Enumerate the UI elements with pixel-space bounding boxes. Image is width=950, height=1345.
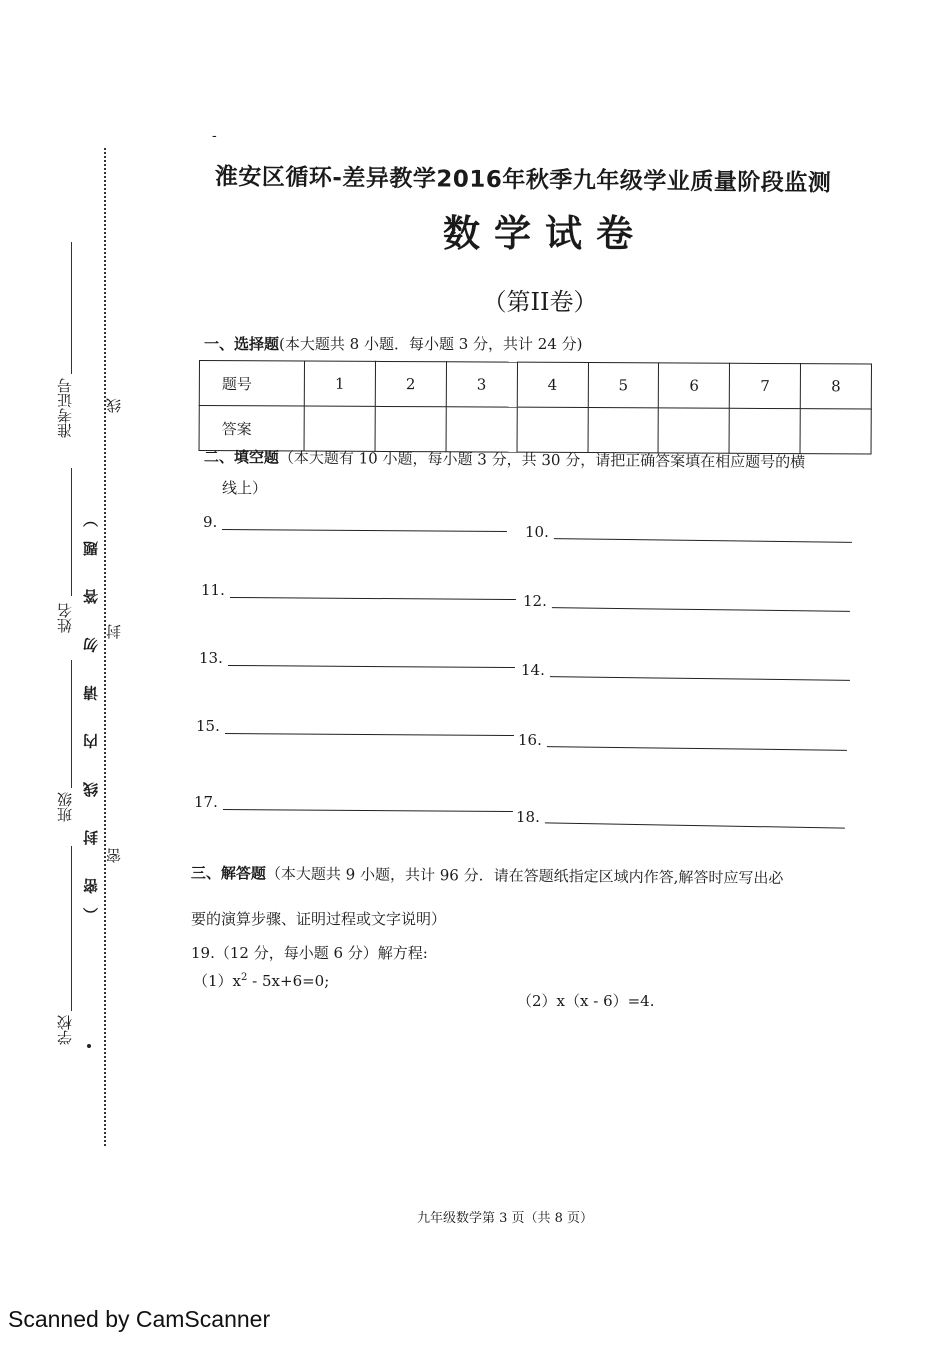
question-number-cell: 2 xyxy=(375,361,446,406)
blank-18 xyxy=(516,808,845,826)
blank-17 xyxy=(194,793,513,811)
question-number-cell: 8 xyxy=(800,364,871,409)
blank-number: 16. xyxy=(518,731,542,749)
blank-number: 11. xyxy=(201,581,225,599)
equation-prefix: （1）x xyxy=(193,972,242,990)
blank-number: 15. xyxy=(196,717,220,735)
answer-blank[interactable] xyxy=(225,719,514,736)
class-label: 班级 xyxy=(56,792,74,822)
question-19-2: （2）x（x - 6）=4. xyxy=(517,992,655,1010)
question-number-cell: 6 xyxy=(659,363,730,408)
answer-blank[interactable] xyxy=(547,732,847,751)
answer-blank[interactable] xyxy=(230,583,516,600)
section1-heading xyxy=(204,333,583,354)
section3-desc: （本大题共 9 小题，共计 96 分．请在答题纸指定区域内作答,解答时应写出必 xyxy=(265,864,784,888)
exam-no-label: 准考证号 xyxy=(56,378,74,438)
blank-9 xyxy=(203,513,507,531)
blank-number: 14. xyxy=(521,661,545,679)
blank-number: 17. xyxy=(194,793,218,811)
blank-16 xyxy=(518,731,847,749)
page-title: 数学试卷 xyxy=(443,212,647,255)
answer-blank[interactable] xyxy=(545,808,845,828)
exam-header-title: 淮安区循环-差异教学2016年秋季九年级学业质量阶段监测 xyxy=(214,163,832,197)
answer-cell[interactable] xyxy=(588,408,659,453)
choice-answer-table xyxy=(199,360,872,455)
answer-blank[interactable] xyxy=(552,593,850,612)
answer-blank[interactable] xyxy=(228,651,515,668)
row-head-number: 题号 xyxy=(199,361,304,407)
answer-cell[interactable] xyxy=(517,407,588,452)
section3-label: 三、解答题 xyxy=(190,863,266,883)
question-19-1 xyxy=(193,970,329,991)
blank-14 xyxy=(521,661,850,679)
answer-cell[interactable] xyxy=(446,407,517,452)
seal-xian-label: 线 xyxy=(105,398,123,413)
blank-13 xyxy=(199,649,515,667)
section2-desc-cont: 线上） xyxy=(222,479,268,497)
question-number-cell: 3 xyxy=(446,362,517,407)
blank-number: 9. xyxy=(203,513,218,531)
section1-desc: (本大题共 8 小题．每小题 3 分，共计 24 分) xyxy=(279,335,583,353)
paper-subtitle: （第II卷） xyxy=(482,288,598,316)
blank-12 xyxy=(523,592,850,610)
answer-blank[interactable] xyxy=(550,662,850,681)
blank-number: 18. xyxy=(516,808,540,826)
blank-number: 13. xyxy=(199,649,223,667)
question-number-cell: 5 xyxy=(588,363,659,408)
class-line xyxy=(71,660,72,788)
blank-11 xyxy=(201,581,516,599)
school-line xyxy=(71,846,72,1011)
school-label: 学校 xyxy=(56,1015,74,1045)
seal-notice: （密 封 线 内 请 勿 答 题） xyxy=(82,498,100,923)
row-head-answer: 答案 xyxy=(199,406,304,452)
answer-cell[interactable] xyxy=(658,408,729,453)
page-footer: 九年级数学第 3 页（共 8 页） xyxy=(416,1211,594,1226)
seal-mi-label: 密 xyxy=(105,848,123,863)
seal-feng-label: 封 xyxy=(105,624,123,639)
section2-desc: （本大题有 10 小题，每小题 3 分，共 30 分，请把正确答案填在相应题号的横 xyxy=(278,448,806,472)
name-line xyxy=(71,468,72,596)
section3-heading xyxy=(191,862,784,888)
name-label: 姓名 xyxy=(56,603,74,633)
answer-cell[interactable] xyxy=(800,409,871,454)
blank-number: 10. xyxy=(525,523,549,541)
section2-label: 二、填空题 xyxy=(203,447,279,467)
answer-blank[interactable] xyxy=(223,795,513,812)
section1-label: 一、选择题 xyxy=(204,335,280,353)
section2-heading xyxy=(204,446,806,472)
question-number-cell: 7 xyxy=(730,363,801,408)
answer-blank[interactable] xyxy=(554,524,852,543)
answer-cell[interactable] xyxy=(304,406,375,451)
scanner-watermark: Scanned by CamScanner xyxy=(8,1306,271,1332)
binding-dot xyxy=(87,1044,91,1048)
answer-blank[interactable] xyxy=(222,515,507,532)
equation-rest: - 5x+6=0; xyxy=(247,972,330,990)
section3-desc-cont: 要的演算步骤、证明过程或文字说明） xyxy=(191,910,447,928)
top-mark: - xyxy=(212,128,217,144)
question-number-cell: 1 xyxy=(304,361,375,406)
blank-number: 12. xyxy=(523,592,547,610)
answer-cell[interactable] xyxy=(729,408,800,453)
blank-10 xyxy=(525,523,852,541)
answer-cell[interactable] xyxy=(375,406,446,451)
blank-15 xyxy=(196,717,514,735)
equation-exponent: 2 xyxy=(241,972,248,983)
question-19: 19.（12 分，每小题 6 分）解方程: xyxy=(191,944,428,962)
question-number-cell: 4 xyxy=(517,362,588,407)
table-row xyxy=(199,361,871,410)
